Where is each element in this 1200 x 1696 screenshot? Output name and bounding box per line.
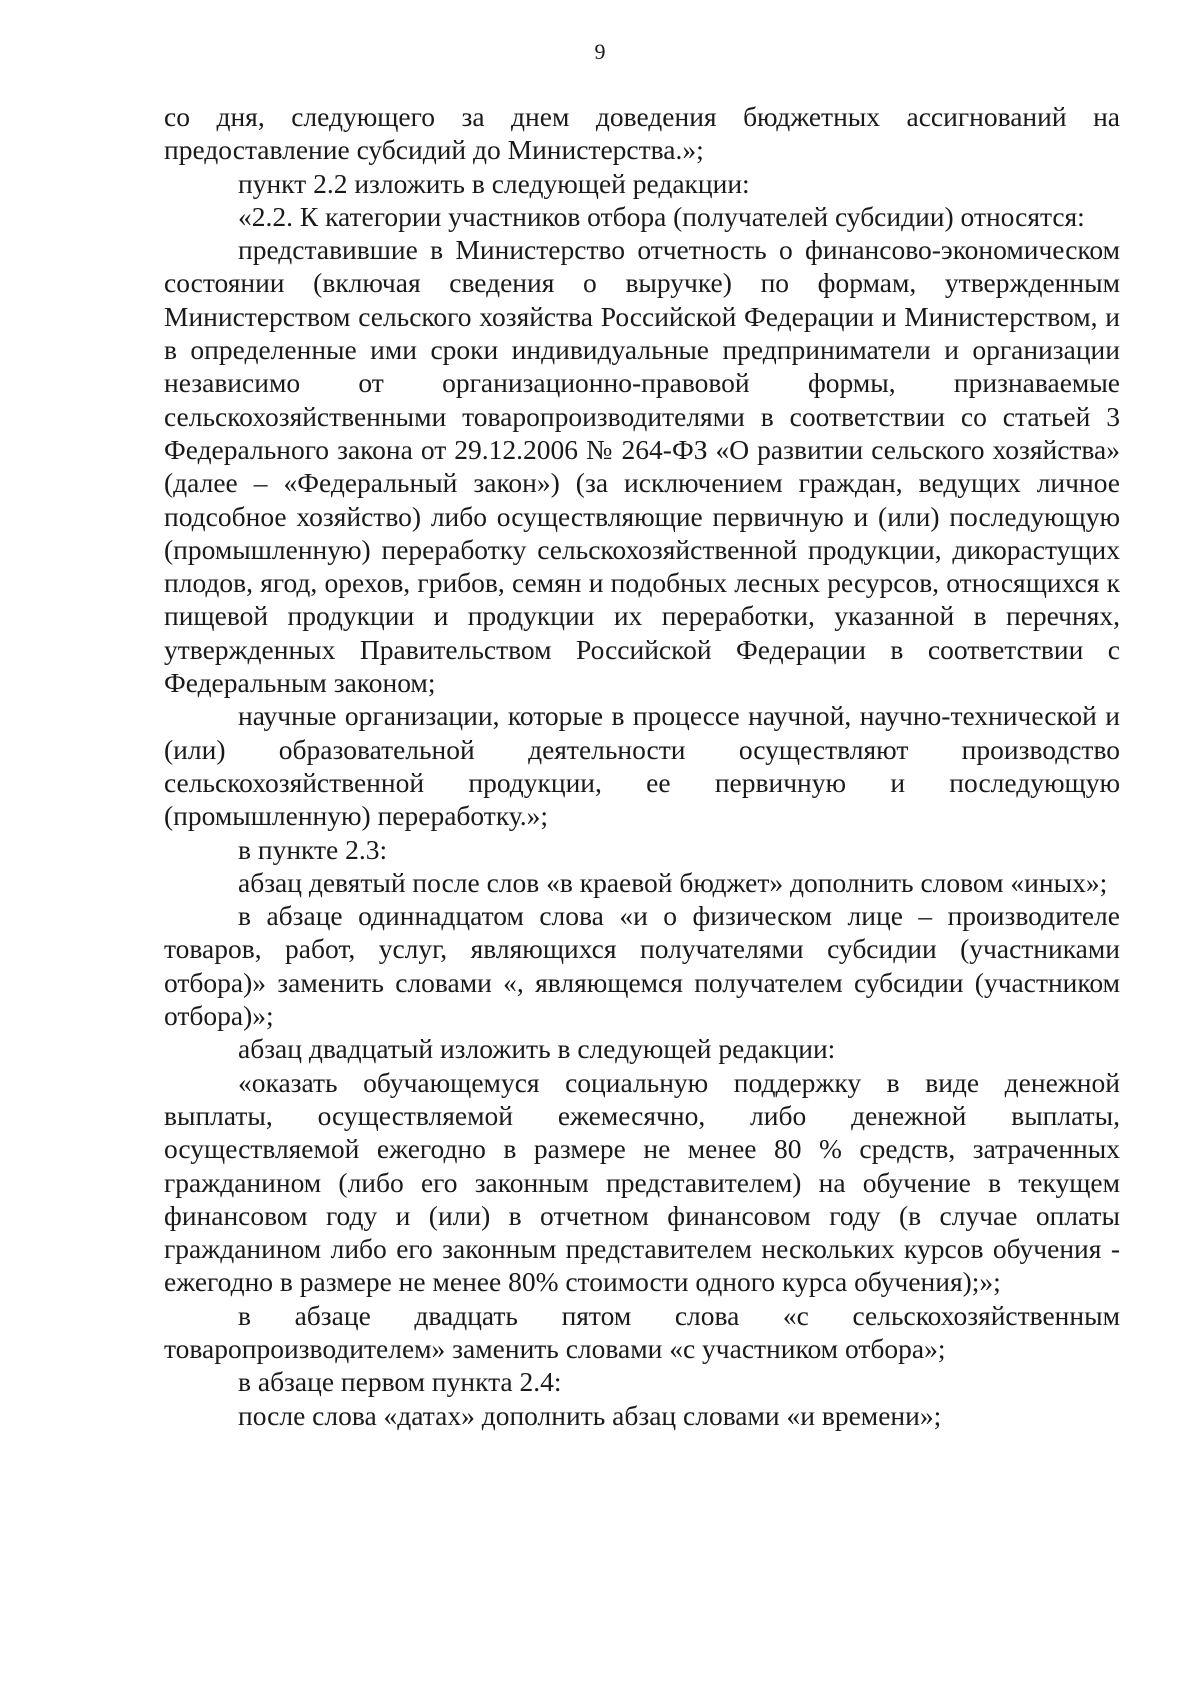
paragraph-2-4-datah: после слова «датах» дополнить абзац словами «и времени»; xyxy=(238,1399,942,1431)
paragraph-abzac-9: абзац девятый после слов «в краевой бюджет» дополнить словом «иных»; xyxy=(238,866,1108,898)
paragraph-abzac-20-intro: абзац двадцатый изложить в следующей редакции: xyxy=(238,1033,836,1065)
document-body xyxy=(164,100,1120,1432)
paragraph-2-2-categories: «2.2. К категории участников отбора (получателей субсидии) относятся: xyxy=(238,200,1085,232)
paragraph-amend-2-4-intro: в абзаце первом пункта 2.4: xyxy=(238,1366,562,1398)
paragraph-amend-2-3-intro: в пункте 2.3: xyxy=(238,833,388,865)
paragraph-amend-2-2-intro: пункт 2.2 изложить в следующей редакции: xyxy=(238,167,750,199)
paragraph-2-2-producers: представившие в Министерство отчетность о финансово-экономическом состоянии (включая сведения о выручке) по формам, утвержденным Министерством сельского хозяйства Российской Федерации и Министерством, и в определенные ими сроки индивидуальные предприниматели и организации независимо от организационно-правовой формы, признаваемые сельскохозяйственными товаропроизводителями в соответствии со статьей 3 Федерального закона от 29.12.2006 № 264-ФЗ «О развитии сельского хозяйства» (далее – «Федеральный закон») (за исключением граждан, ведущих личное подсобное хозяйство) либо осуществляющие первичную и (или) последующую (промышленную) переработку сельскохозяйственной продукции, дикорастущих плодов, ягод, орехов, грибов, семян и подобных лесных ресурсов, относящихся к пищевой продукции и продукции их переработки, указанной в перечнях, утвержденных Правительством Российской Федерации в соответствии с Федеральным законом; xyxy=(164,234,1120,699)
paragraph-abzac-11: в абзаце одиннадцатом слова «и о физическом лице – производителе товаров, работ, услуг, являющихся получателями субсидии (участниками отбора)» заменить словами «, являющемся получателем субсидии (участником отбора)»; xyxy=(164,900,1120,1032)
paragraph-abzac-20-text: «оказать обучающемуся социальную поддержку в виде денежной выплаты, осуществляемой ежемесячно, либо денежной выплаты, осуществляемой ежегодно в размере не менее 80 % средств, затраченных гражданином (либо его законным представителем) на обучение в текущем финансовом году и (или) в отчетном финансовом году (в случае оплаты гражданином либо его законным представителем нескольких курсов обучения - ежегодно в размере не менее 80% стоимости одного курса обучения);»; xyxy=(164,1066,1120,1298)
paragraph-2-2-scientific-orgs: научные организации, которые в процессе научной, научно-технической и (или) образовательной деятельности осуществляют производство сельскохозяйственной продукции, ее первичную и последующую (промышленную) переработку.»; xyxy=(164,700,1120,832)
paragraph-abzac-25: в абзаце двадцать пятом слова «с сельскохозяйственным товаропроизводителем» заменить словами «с участником отбора»; xyxy=(164,1299,1120,1364)
page-number: 9 xyxy=(594,39,606,64)
paragraph-continuation: со дня, следующего за днем доведения бюджетных ассигнований на предоставление субсидий до Министерства.»; xyxy=(164,101,1120,166)
